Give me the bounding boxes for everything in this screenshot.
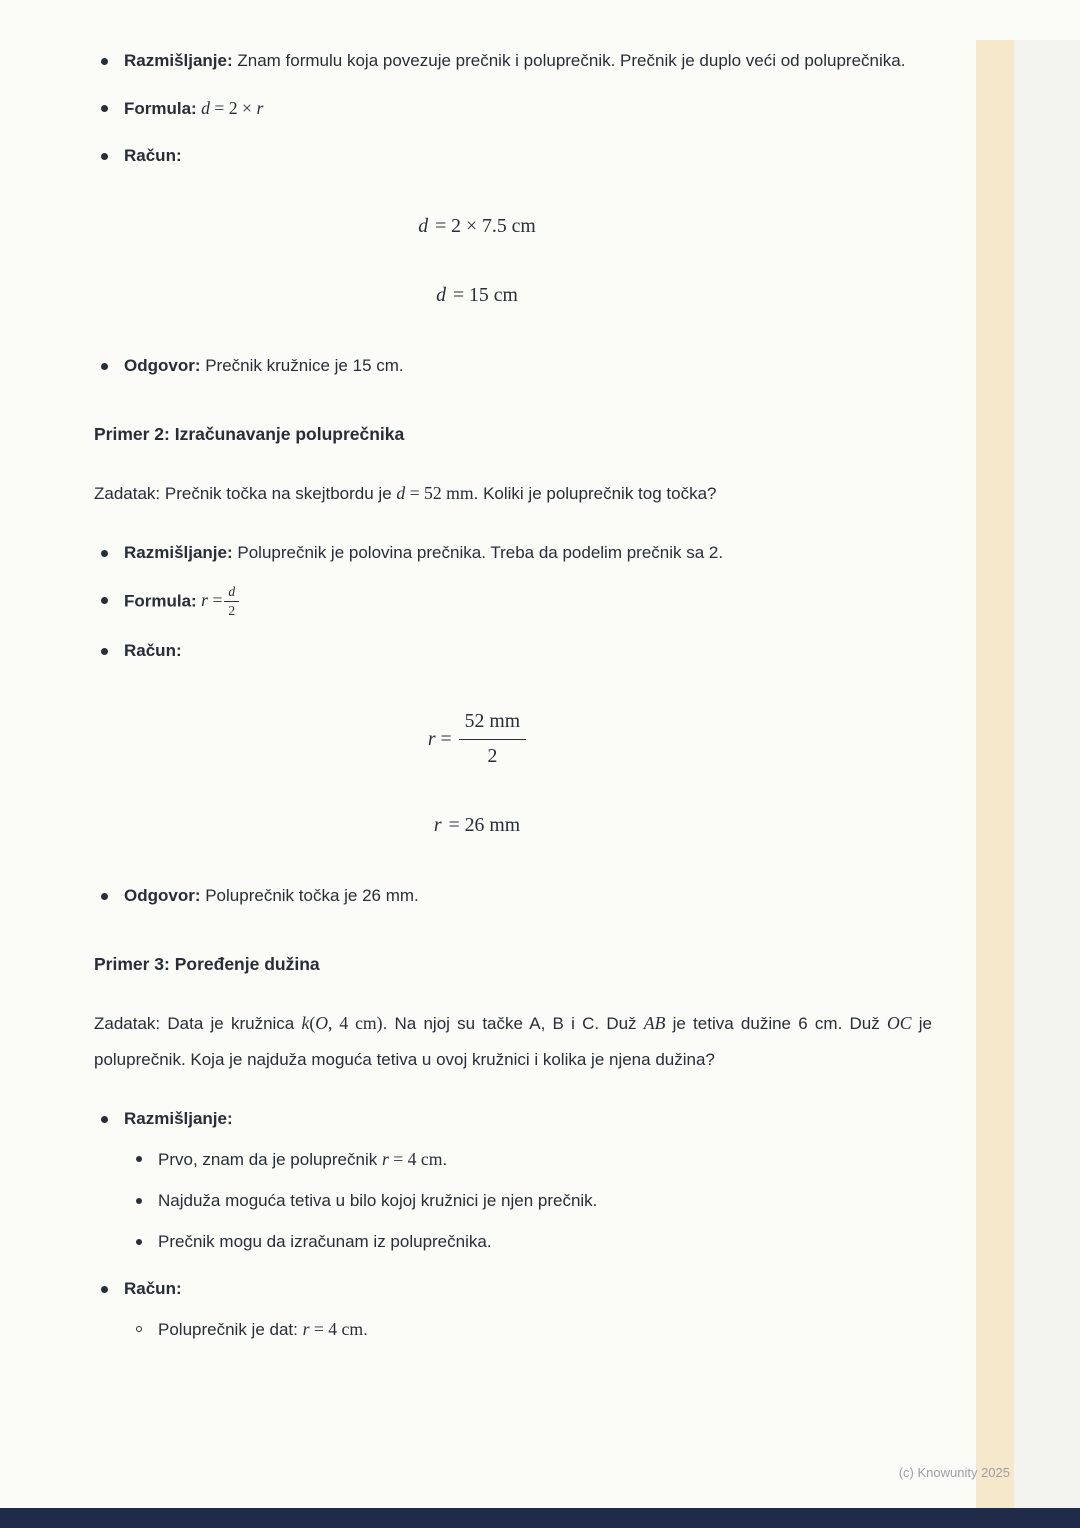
sub-bullet-text (158, 1150, 447, 1169)
bullet-label: Razmišljanje: (124, 51, 233, 70)
bullet-marker (101, 648, 108, 655)
math-segment: d (228, 584, 236, 599)
bullet-label: Formula: (124, 591, 197, 611)
bullet-marker (101, 105, 108, 112)
text-segment: . Na njoj su tačke A, B i C. Duž (382, 1014, 644, 1033)
bullet-list-primer1 (94, 46, 932, 171)
bullet-item-formula-2 (94, 585, 932, 619)
bullet-item-razmisljanje-3 (94, 1104, 932, 1257)
bullet-list-primer2 (94, 538, 932, 666)
text-segment: Poluprečnik točka je 26 mm. (200, 886, 419, 905)
math-segment: O (315, 1013, 328, 1033)
bullet-text (233, 51, 906, 70)
inline-formula (196, 584, 239, 618)
bullet-marker (101, 58, 108, 65)
text-segment: je tetiva dužine 6 cm. Duž (665, 1014, 887, 1033)
equation-text (418, 213, 536, 240)
sub-bullet-item (124, 1144, 932, 1175)
equation-lhs (428, 726, 452, 753)
bullet-list-primer1-answer (94, 351, 932, 381)
bullet-item-odgovor-2 (94, 881, 932, 911)
bullet-marker (101, 153, 108, 160)
fraction-denominator: 2 (487, 745, 498, 767)
bullet-item-odgovor-1 (94, 351, 932, 381)
bullet-item-formula-1 (94, 93, 932, 124)
sub-bullet-open-marker (136, 1326, 142, 1332)
math-segment: r (427, 727, 436, 750)
accent-stripe (976, 40, 1014, 1508)
bullet-marker (101, 597, 108, 604)
display-equation-d-calc (94, 213, 932, 240)
math-segment: = 52 mm (405, 483, 474, 503)
section-heading-primer-2: Primer 2: Izračunavanje poluprečnika (94, 424, 405, 444)
text-segment: Poluprečnik je dat: (158, 1320, 303, 1339)
bullet-text (201, 886, 419, 905)
bullet-item-racun-3 (94, 1274, 932, 1345)
zadatak-paragraph-primer-3 (94, 1005, 932, 1078)
bullet-item-racun-1 (94, 141, 932, 171)
bullet-marker (101, 550, 108, 557)
math-segment: , 4 cm) (327, 1013, 383, 1033)
bullet-item-racun-2 (94, 636, 932, 666)
math-segment: = 15 cm (452, 284, 518, 306)
math-segment: r (381, 1149, 389, 1169)
math-segment: d (418, 215, 429, 237)
math-segment: d (396, 483, 406, 503)
text-segment: Zadatak: Data je kružnica (94, 1014, 302, 1033)
fraction-numerator (224, 584, 239, 602)
math-segment: = 2 × (210, 98, 257, 118)
bullet-text (201, 356, 404, 375)
text-segment: Prvo, znam da je poluprečnik (158, 1150, 382, 1169)
math-segment: r (433, 814, 442, 836)
math-segment: = (208, 590, 223, 611)
sub-bullet-item (124, 1314, 932, 1345)
math-segment: = 4 cm (309, 1319, 364, 1339)
sub-bullet-item (124, 1227, 932, 1257)
bottom-bar (0, 1508, 1080, 1528)
fraction (224, 584, 239, 618)
bullet-marker (101, 363, 108, 370)
sub-bullet-marker (136, 1156, 142, 1162)
sub-bullet-item (124, 1186, 932, 1216)
equation-group (428, 708, 526, 770)
math-segment: = 4 cm (388, 1149, 443, 1169)
bullet-marker (101, 1116, 108, 1123)
sub-bullet-list-racun (124, 1314, 932, 1345)
math-segment: d (436, 284, 446, 306)
text-segment: Znam formulu koja povezuje prečnik i poluprečnik. Prečnik je duplo veći od poluprečnika. (232, 51, 906, 70)
sub-bullet-marker (136, 1239, 142, 1245)
bullet-label: Račun: (124, 1279, 182, 1298)
math-segment: r (256, 98, 264, 118)
bullet-label: Odgovor: (124, 356, 201, 375)
sub-bullet-marker (136, 1198, 142, 1204)
text-segment: Najduža moguća tetiva u bilo kojoj kružnici je njen prečnik. (158, 1191, 598, 1210)
fraction-denominator: 2 (228, 603, 236, 618)
bullet-label: Formula: (124, 99, 197, 118)
text-segment: Prečnik kružnice je 15 cm. (200, 356, 404, 375)
bullet-list-primer3 (94, 1104, 932, 1345)
bullet-list-primer2-answer (94, 881, 932, 911)
zadatak-paragraph-primer-2 (94, 475, 932, 512)
bullet-label: Razmišljanje: (124, 1109, 233, 1128)
formula-lhs (197, 591, 223, 610)
bullet-marker (101, 893, 108, 900)
display-equation-r-result (94, 812, 932, 839)
bullet-item-razmisljanje-2 (94, 538, 932, 568)
sub-bullet-text (158, 1232, 492, 1251)
fraction (459, 708, 526, 770)
math-segment: OC (886, 1013, 912, 1033)
inline-formula (197, 99, 264, 118)
sub-bullet-list-razmisljanje (124, 1144, 932, 1257)
bullet-item-razmisljanje-1 (94, 46, 932, 76)
section-heading-primer-3: Primer 3: Poređenje dužina (94, 954, 320, 974)
fraction-numerator: 52 mm (459, 708, 526, 740)
text-segment: . Koliki je poluprečnik tog točka? (473, 484, 717, 503)
document-content (94, 46, 932, 1362)
math-segment: = 26 mm (448, 814, 521, 836)
display-equation-d-result (94, 282, 932, 309)
math-segment: r (302, 1319, 310, 1339)
bullet-label: Račun: (124, 641, 182, 660)
copyright-watermark: (c) Knowunity 2025 (898, 1465, 1010, 1480)
math-segment: d (196, 98, 210, 118)
sub-bullet-text (158, 1191, 597, 1210)
math-segment: ( (309, 1013, 316, 1033)
text-segment: Zadatak: Prečnik točka na skejtbordu je (94, 484, 397, 503)
bullet-label: Račun: (124, 146, 182, 165)
math-segment: = 2 × 7.5 cm (435, 215, 536, 237)
bullet-label: Razmišljanje: (124, 543, 233, 562)
text-segment: Poluprečnik je polovina prečnika. Treba da podelim prečnik sa 2. (232, 543, 724, 562)
text-segment: je poluprečnik. Koja je najduža moguća tetiva u ovoj kružnici i kolika je njena dužina? (94, 1014, 932, 1069)
text-segment: . (363, 1320, 368, 1339)
display-equation-r-fraction (94, 708, 932, 770)
math-segment: AB (643, 1013, 666, 1033)
equation-text (434, 812, 520, 839)
text-segment: . (442, 1150, 448, 1169)
text-segment: Prečnik mogu da izračunam iz poluprečnika. (158, 1232, 492, 1251)
math-segment: k (301, 1013, 310, 1033)
bullet-text (233, 543, 723, 562)
right-margin-panel (1014, 40, 1080, 1508)
sub-bullet-text (158, 1320, 368, 1339)
bullet-label: Odgovor: (124, 886, 201, 905)
math-segment: = (435, 727, 452, 750)
equation-text (436, 282, 518, 309)
bullet-marker (101, 1286, 108, 1293)
math-segment: r (196, 590, 209, 611)
